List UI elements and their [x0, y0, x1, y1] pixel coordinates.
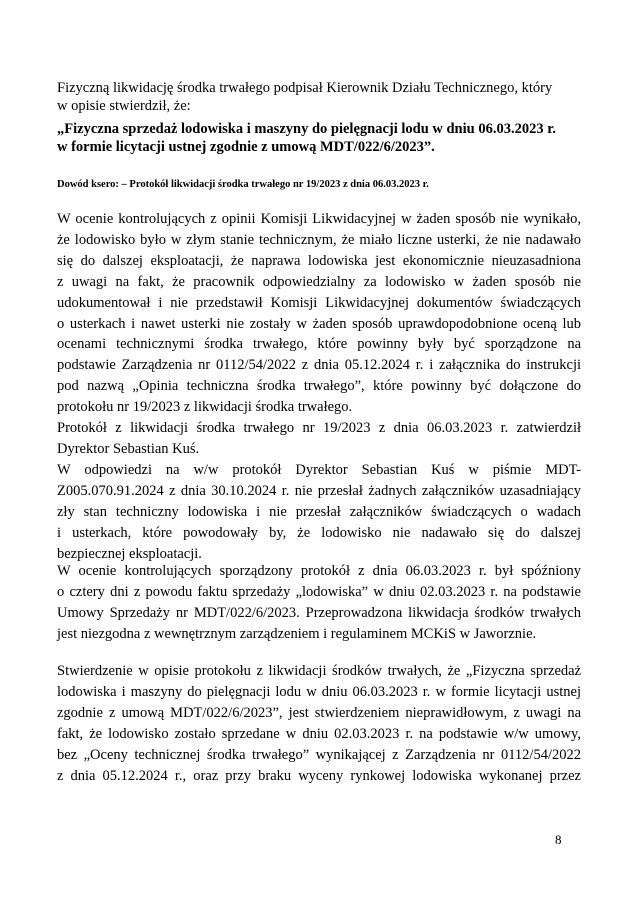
paragraph-line: i usterkach, które powodowały by, że lodowisko nie nadawało się do dalszej: [57, 524, 581, 541]
paragraph-line: lodowiska i maszyny do pielęgnacji lodu w dniu 06.03.2023 r. w formie licytacji ustnej: [57, 683, 581, 700]
paragraph-2: [57, 561, 581, 645]
page-number: 8: [555, 832, 562, 847]
paragraph-line: W odpowiedzi na w/w protokół Dyrektor Sebastian Kuś w piśmie MDT-: [57, 461, 581, 478]
intro-line: w opisie stwierdził, że:: [57, 98, 191, 114]
paragraph-line: jest niezgodna z wewnętrznym zarządzeniem i regulaminem MCKiS w Jaworznie.: [57, 625, 537, 642]
paragraph-line: W ocenie kontrolujących sporządzony protokół z dnia 06.03.2023 r. był spóźniony: [57, 563, 581, 579]
evidence-text: Dowód ksero: – Protokół likwidacji środka trwałego nr 19/2023 z dnia 06.03.2023 r.: [57, 179, 429, 190]
paragraph-line: się do dalszej eksploatacji, że naprawa lodowiska jest ekonomicznie nieuzasadniona: [57, 252, 581, 269]
evidence-note: [57, 178, 581, 192]
paragraph-line: udokumentował i nie przedstawił Komisji Likwidacyjnej dokumentów świadczących: [57, 294, 581, 311]
quote-line: w formie licytacji ustnej zgodnie z umową MDT/022/6/2023”.: [57, 139, 435, 155]
paragraph-line: Z005.070.91.2024 z dnia 30.10.2024 r. nie przesłał żadnych załączników uzasadniający: [57, 482, 581, 499]
paragraph-1: [57, 209, 581, 564]
paragraph-line: Dyrektor Sebastian Kuś.: [57, 440, 200, 457]
intro-text: [57, 79, 581, 115]
paragraph-line: Stwierdzenie w opisie protokołu z likwidacji środków trwałych, że „Fizyczna sprzedaż: [57, 663, 581, 679]
intro-line: Fizyczną likwidację środka trwałego podpisał Kierownik Działu Technicznego, który: [57, 80, 553, 96]
quote-line: „Fizyczna sprzedaż lodowiska i maszyny do pielęgnacji lodu w dniu 06.03.2023 r.: [57, 121, 556, 137]
paragraph-line: z uwagi na fakt, że pracownik odpowiedzialny za lodowisko w żaden sposób nie: [57, 273, 581, 290]
quote-text: [57, 120, 581, 156]
paragraph-line: bezpiecznej eksploatacji.: [57, 545, 202, 562]
paragraph-line: ocenami technicznymi środka trwałego, które powinny były być sporządzone na: [57, 336, 581, 353]
paragraph-line: pod nazwą „Opinia techniczna środka trwałego”, które powinny być dołączone do: [57, 378, 581, 395]
paragraph-line: o cztery dni z powodu faktu sprzedaży „lodowiska” w dniu 02.03.2023 r. na podstawie: [57, 583, 581, 600]
paragraph-line: bez „Oceny technicznej środka trwałego” wynikającej z Zarządzenia nr 0112/54/2022: [57, 746, 581, 763]
paragraph-line: Umowy Sprzedaży nr MDT/022/6/2023. Przeprowadzona likwidacja środków trwałych: [57, 604, 581, 621]
paragraph-line: Protokół z likwidacji środka trwałego nr 19/2023 z dnia 06.03.2023 r. zatwierdził: [57, 420, 581, 437]
paragraph-line: że lodowisko było w złym stanie technicznym, że miało liczne usterki, że nie nadawało: [57, 231, 581, 248]
paragraph-line: o usterkach i nawet usterki nie zostały w żaden sposób uprawdopodobnione oceną lub: [57, 315, 581, 332]
paragraph-line: zgodnie z umową MDT/022/6/2023”, jest stwierdzeniem nieprawidłowym, z uwagi na: [57, 704, 581, 721]
paragraph-line: z dnia 05.12.2024 r., oraz przy braku wyceny rynkowej lodowiska wykonanej przez: [57, 767, 581, 784]
paragraph-3: [57, 661, 581, 786]
paragraph-line: podstawie Zarządzenia nr 0112/54/2022 z dnia 05.12.2024 r. i załącznika do instrukcji: [57, 357, 581, 374]
paragraph-line: fakt, że lodowisko zostało sprzedane w dniu 02.03.2023 r. na podstawie w/w umowy,: [57, 725, 581, 742]
paragraph-line: W ocenie kontrolujących z opinii Komisji Likwidacyjnej w żaden sposób nie wynikało,: [57, 211, 581, 227]
paragraph-line: protokołu nr 19/2023 z likwidacji środka trwałego.: [57, 399, 353, 416]
paragraph-line: zły stan techniczny lodowiska i nie przesłał załączników świadczących o wadach: [57, 503, 581, 520]
